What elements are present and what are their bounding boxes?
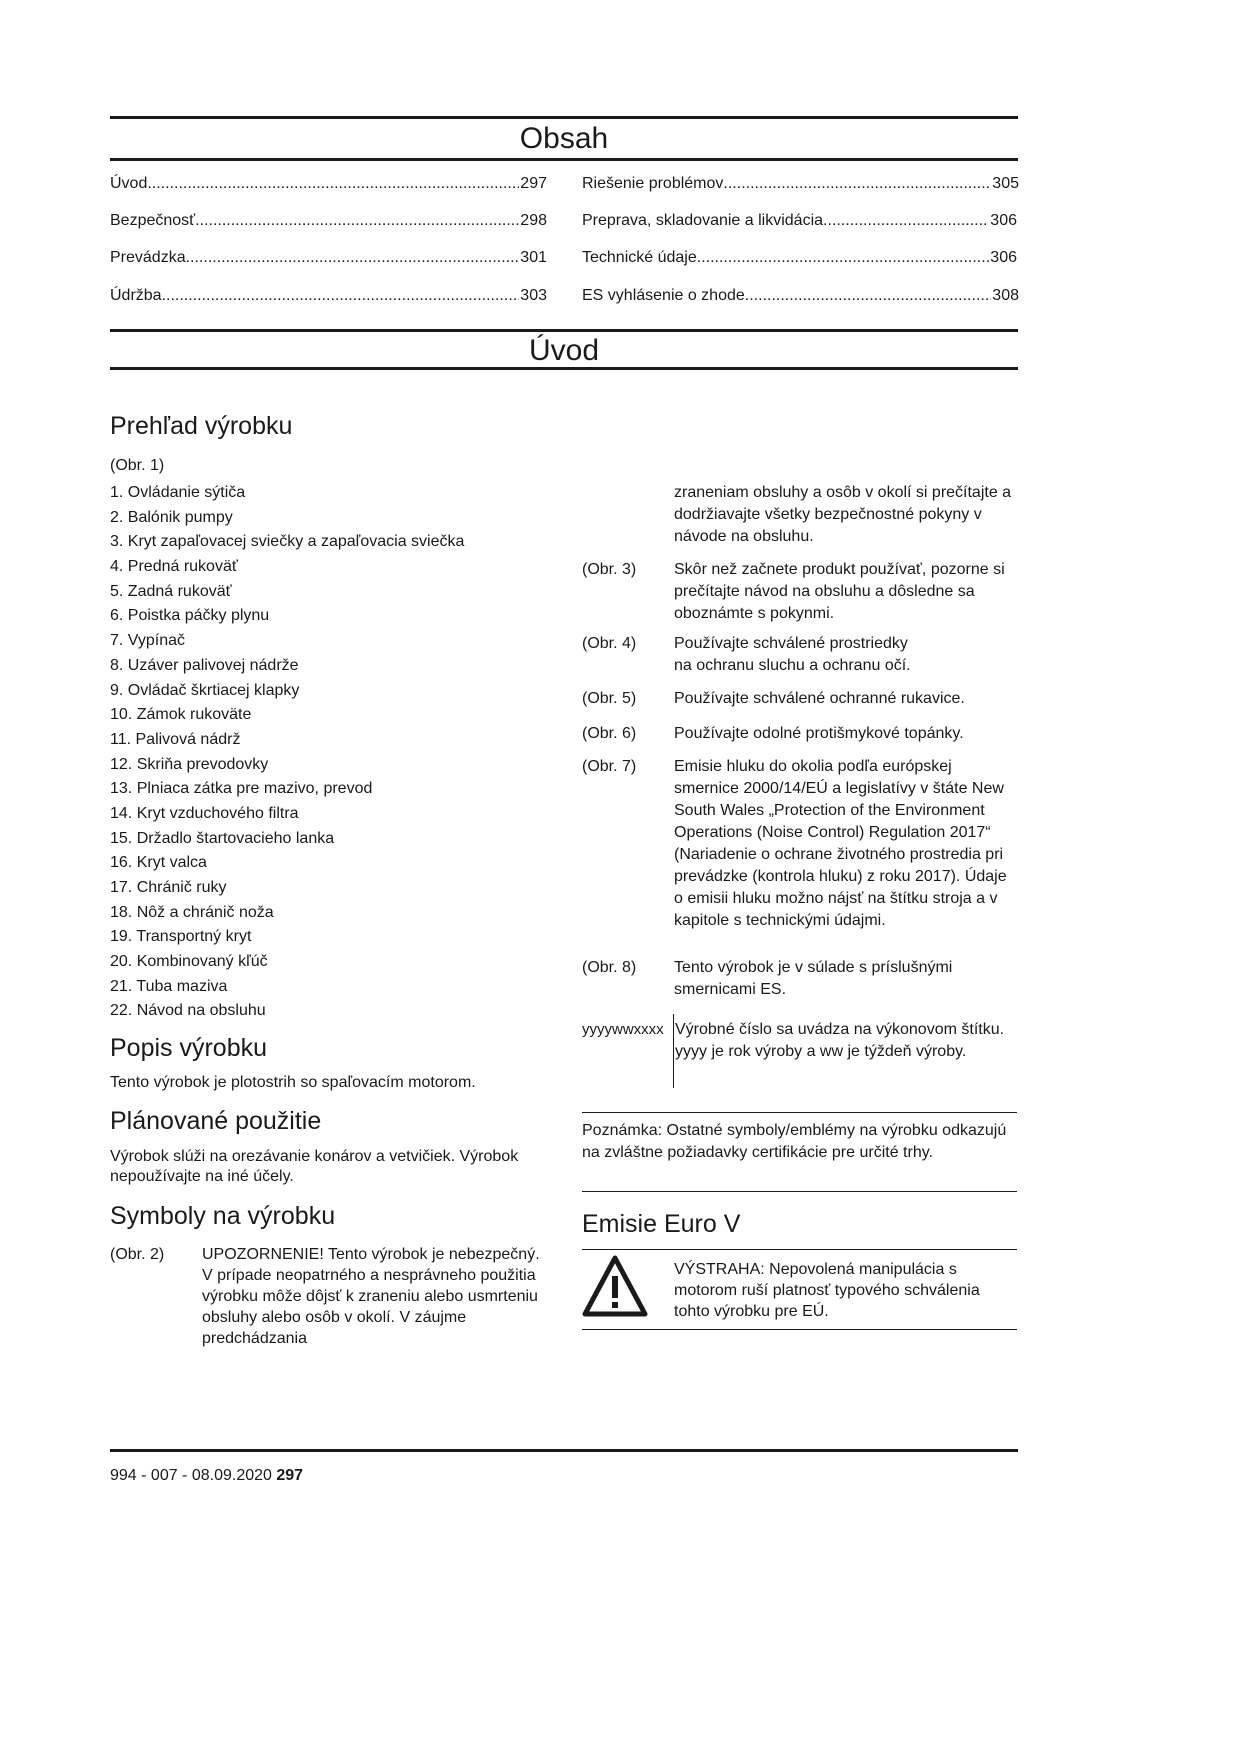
symbol-item-obr5 [582, 688, 1019, 710]
list-item: 6. Poistka páčky plynu [110, 607, 270, 625]
list-item: 16. Kryt valca [110, 854, 207, 872]
footer-rule [110, 1449, 1018, 1452]
toc-entry-technicke[interactable]: Technické údaje ..... 306 [582, 248, 1017, 268]
description-text: Tento výrobok je plotostrih so spaľovacím motorom. [110, 1074, 476, 1091]
symbol-item-text: Používajte schválené prostriedky na ochranu sluchu a ochranu očí. [674, 635, 911, 674]
footer-doc-code: 994 - 007 - 08.09.2020 [110, 1467, 272, 1484]
list-item: 2. Balónik pumpy [110, 508, 233, 526]
symbol-item-obr7 [582, 756, 1019, 932]
list-item: 9. Ovládač škrtiacej klapky [110, 681, 300, 699]
list-item: 13. Plniaca zátka pre mazivo, prevod [110, 780, 373, 798]
toc-bottom-rule [110, 158, 1018, 161]
toc-entry-es-vyhlasenie[interactable]: ES vyhlásenie o zhode ..... 308 [582, 286, 1019, 306]
list-item: 12. Skriňa prevodovky [110, 755, 269, 773]
list-item: 8. Uzáver palivovej nádrže [110, 656, 299, 674]
list-item: 18. Nôž a chránič noža [110, 903, 274, 921]
toc-entry-prevadzka[interactable]: Prevádzka ..... 301 [110, 248, 547, 268]
toc-top-rule [110, 116, 1018, 119]
serial-code: yyyywwxxxx [582, 1021, 664, 1038]
list-item: 20. Kombinovaný kľúč [110, 953, 268, 971]
footer [110, 1465, 303, 1487]
symbol-item-obr3 [582, 559, 1019, 625]
note-text: Ostatné symboly/emblémy na výrobku odkazujú na zvláštne požiadavky certifikácie pre určité trhy. [582, 1122, 1007, 1161]
symbol-item-text: Tento výrobok je v súlade s príslušnými smernicami ES. [674, 959, 953, 998]
list-item: 5. Zadná rukoväť [110, 582, 232, 600]
intro-bottom-rule [110, 367, 1018, 370]
symbol-item-ref: (Obr. 6) [582, 725, 637, 742]
overview-parts-list [110, 481, 464, 1024]
toc-entry-udrzba[interactable]: Údržba ..... 303 [110, 286, 547, 306]
euro-warning-label: VÝSTRAHA: [674, 1261, 765, 1278]
list-item: 11. Palivová nádrž [110, 730, 241, 748]
euro-top-rule [582, 1249, 1017, 1250]
symbol-item-ref: (Obr. 4) [582, 635, 637, 652]
symbol-item-ref: (Obr. 8) [582, 959, 637, 976]
euro-heading: Emisie Euro V [582, 1210, 741, 1238]
symbol-item-text: Používajte odolné protišmykové topánky. [674, 725, 964, 742]
list-item: 1. Ovládanie sýtiča [110, 484, 246, 501]
symbol-item-obr8 [582, 957, 982, 1001]
toc-entry-riesenie[interactable]: Riešenie problémov ..... 305 [582, 174, 1019, 194]
list-item: 22. Návod na obsluhu [110, 1002, 266, 1020]
symbol-item-ref: (Obr. 5) [582, 690, 637, 707]
footer-page-number: 297 [276, 1467, 304, 1484]
list-item: 7. Vypínač [110, 632, 186, 650]
symbol-obr2-ref: (Obr. 2) [110, 1246, 165, 1263]
note-top-rule [582, 1112, 1017, 1113]
list-item: 14. Kryt vzduchového filtra [110, 804, 299, 822]
symbol-item-obr6 [582, 723, 1019, 745]
toc-entry-bezpecnost[interactable]: Bezpečnosť ..... 298 [110, 211, 547, 231]
symbol-obr2-continued: zraneniam obsluhy a osôb v okolí si prečítajte a dodržiavajte všetky bezpečnostné pokyny v návode na obsluhu. [674, 484, 1012, 545]
list-item: 15. Držadlo štartovacieho lanka [110, 829, 335, 847]
overview-figure-ref: (Obr. 1) [110, 457, 165, 474]
list-item: 17. Chránič ruky [110, 879, 227, 896]
symbol-item-text: Skôr než začnete produkt používať, pozorne si prečítajte návod na obsluhu a dôsledne sa oboznámte s pokynmi. [674, 561, 1005, 622]
overview-heading: Prehľad výrobku [110, 412, 293, 440]
euro-bottom-rule [582, 1329, 1017, 1330]
symbol-item-ref: (Obr. 7) [582, 758, 637, 775]
toc-entry-uvod[interactable]: Úvod ..... 297 [110, 174, 547, 194]
intended-use-text: Výrobok slúži na orezávanie konárov a vetvičiek. Výrobok nepoužívajte na iné účely. [110, 1148, 519, 1185]
symbol-item-text: Používajte schválené ochranné rukavice. [674, 690, 965, 707]
list-item: 3. Kryt zapaľovacej sviečky a zapaľovacia sviečka [110, 533, 465, 551]
symbol-obr2-text: UPOZORNENIE! Tento výrobok je nebezpečný. V prípade neopatrného a nesprávneho použitia výrobku môže dôjsť k zraneniu alebo usmrteniu obsluhy alebo osôb v okolí. V záujme predchádzania [202, 1246, 540, 1347]
serial-divider [673, 1014, 674, 1088]
euro-warning-text: Nepovolená manipulácia s motorom ruší platnosť typového schválenia tohto výrobku pre EÚ. [674, 1261, 980, 1320]
intro-top-rule [110, 329, 1018, 332]
symbol-item-ref: (Obr. 3) [582, 561, 637, 578]
intro-title: Úvod [528, 334, 600, 367]
description-heading: Popis výrobku [110, 1034, 268, 1062]
note-block [582, 1120, 1012, 1164]
list-item: 19. Transportný kryt [110, 928, 252, 946]
warning-triangle-icon [582, 1255, 648, 1317]
list-item: 4. Predná rukoväť [110, 558, 238, 576]
note-bottom-rule [582, 1191, 1017, 1192]
serial-text: Výrobné číslo sa uvádza na výkonovom štítku. yyyy je rok výroby a ww je týždeň výroby. [675, 1021, 1005, 1060]
symbols-heading: Symboly na výrobku [110, 1202, 336, 1230]
symbol-item-text: Emisie hluku do okolia podľa európskej smernice 2000/14/EÚ a legislatívy v štáte New South Wales „Protection of the Environment Operations (Noise Control) Regulation 2017“ (Nariadenie o ochrane životného prostredia pri prevádzke (kontrola hluku) z roku 2017). Údaje o emisii hluku možno nájsť na štítku stroja a v kapitole s technickými údajmi. [674, 758, 1007, 929]
toc-title: Obsah [519, 122, 609, 155]
list-item: 21. Tuba maziva [110, 977, 228, 995]
list-item: 10. Zámok rukoväte [110, 706, 252, 724]
symbol-item-obr4 [582, 633, 922, 677]
euro-warning [674, 1259, 984, 1322]
note-label: Poznámka: [582, 1122, 663, 1139]
intended-use-heading: Plánované použitie [110, 1107, 322, 1135]
toc-entry-preprava[interactable]: Preprava, skladovanie a likvidácia ..... 306 [582, 211, 1017, 231]
